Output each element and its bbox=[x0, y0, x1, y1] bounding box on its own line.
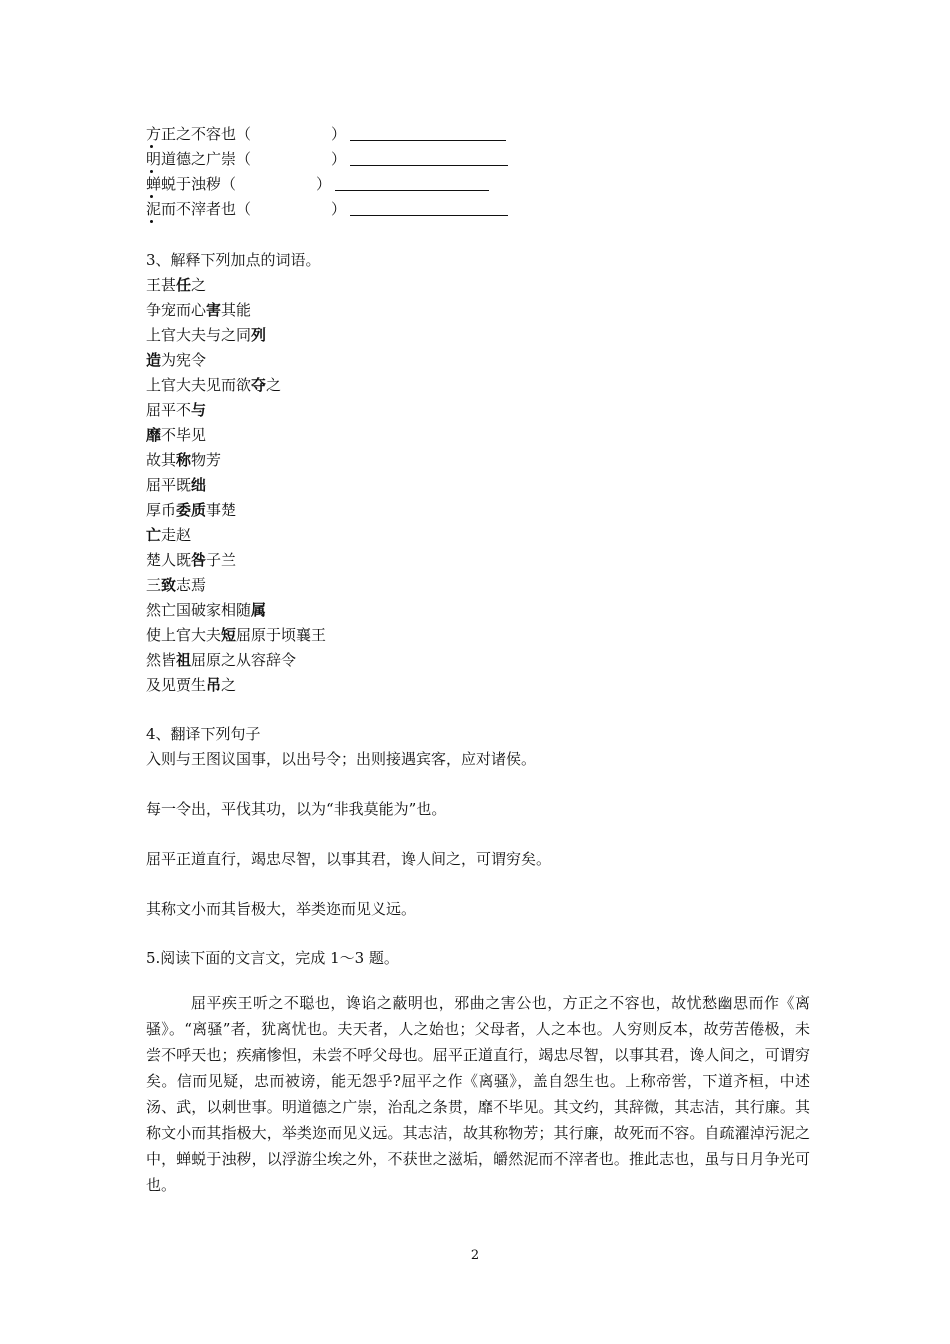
answer-blank[interactable] bbox=[350, 151, 508, 166]
q3-item bbox=[146, 500, 236, 520]
q3-item-text: 物芳 bbox=[191, 451, 222, 469]
dotted-char: 方 bbox=[146, 125, 162, 143]
q3-title: 3、解释下列加点的词语。 bbox=[146, 251, 321, 269]
q3-item-text: 三 bbox=[146, 576, 162, 594]
fill-line-text: 正之不容也（ bbox=[161, 125, 252, 143]
q3-item-text: 子兰 bbox=[206, 551, 237, 569]
q3-item bbox=[146, 325, 266, 345]
fill-line-4: 泥而不滓者也（ ） bbox=[146, 199, 508, 219]
q3-item-text: 志焉 bbox=[176, 576, 207, 594]
q3-key-word: 致 bbox=[161, 576, 177, 594]
q3-item-text: 之 bbox=[191, 276, 207, 294]
q4-sentence-3: 屈平正道直行，竭忠尽智，以事其君，谗人间之，可谓穷矣。 bbox=[146, 850, 552, 868]
q3-item-text: 之 bbox=[266, 376, 282, 394]
page-number: 2 bbox=[470, 1248, 480, 1263]
q3-item-text: 上官大夫见而欲 bbox=[146, 376, 252, 394]
q3-item bbox=[146, 475, 206, 495]
q4-title: 4、翻译下列句子 bbox=[146, 725, 261, 743]
q3-item-text: 厚币 bbox=[146, 501, 177, 519]
q3-item bbox=[146, 450, 221, 470]
q3-item bbox=[146, 300, 251, 320]
q3-item-text: 及见贾生 bbox=[146, 676, 207, 694]
q3-item bbox=[146, 350, 206, 370]
q4-sentence-1: 入则与王图议国事，以出号令；出则接遇宾客，应对诸侯。 bbox=[146, 750, 537, 768]
q3-key-word: 列 bbox=[251, 326, 267, 344]
q3-item-text: 上官大夫与之同 bbox=[146, 326, 252, 344]
q4-sentence-2: 每一令出，平伐其功，以为“非我莫能为”也。 bbox=[146, 800, 447, 818]
fill-line-text: 道德之广崇（ bbox=[161, 150, 252, 168]
q3-item-text: 其能 bbox=[221, 301, 252, 319]
q3-item bbox=[146, 400, 206, 420]
q3-item-text: 争宠而心 bbox=[146, 301, 207, 319]
answer-blank[interactable] bbox=[350, 126, 506, 141]
q3-item-text: 为宪令 bbox=[161, 351, 207, 369]
q3-key-word: 称 bbox=[176, 451, 192, 469]
q3-item-text: 然亡国破家相随 bbox=[146, 601, 252, 619]
fill-line-text: 而不滓者也（ bbox=[161, 200, 252, 218]
q3-item bbox=[146, 525, 191, 545]
q3-item bbox=[146, 650, 296, 670]
dotted-char: 明 bbox=[146, 150, 162, 168]
fill-line-text: 蜕于浊秽（ bbox=[161, 175, 237, 193]
q3-item bbox=[146, 275, 206, 295]
q3-item-text: 屈原之从容辞令 bbox=[191, 651, 297, 669]
q3-key-word: 造 bbox=[146, 351, 162, 369]
q3-item bbox=[146, 675, 236, 695]
q3-key-word: 任 bbox=[176, 276, 192, 294]
fill-line-3: 蝉蜕于浊秽（ ） bbox=[146, 174, 489, 194]
q3-item-text: 王甚 bbox=[146, 276, 177, 294]
q3-item-text: 屈原于顷襄王 bbox=[236, 626, 327, 644]
answer-blank[interactable] bbox=[350, 201, 508, 216]
q3-item-text: 事楚 bbox=[206, 501, 237, 519]
q3-item-text: 不毕见 bbox=[161, 426, 207, 444]
q3-item bbox=[146, 550, 236, 570]
q3-item-text: 然皆 bbox=[146, 651, 177, 669]
q3-item-text: 走赵 bbox=[161, 526, 192, 544]
q3-key-word: 短 bbox=[221, 626, 237, 644]
q5-title: 5.阅读下面的文言文，完成 1～3 题。 bbox=[146, 949, 399, 967]
q3-key-word: 属 bbox=[251, 601, 267, 619]
q3-item bbox=[146, 425, 206, 445]
answer-blank[interactable] bbox=[335, 176, 489, 191]
fill-line-1: 方正之不容也（ ） bbox=[146, 124, 506, 144]
q3-key-word: 靡 bbox=[146, 426, 162, 444]
q3-key-word: 祖 bbox=[176, 651, 192, 669]
q3-item bbox=[146, 625, 326, 645]
fill-line-2: 明道德之广崇（ ） bbox=[146, 149, 508, 169]
q3-item-text: 楚人既 bbox=[146, 551, 192, 569]
q3-item-text: 之 bbox=[221, 676, 237, 694]
q3-key-word: 绌 bbox=[191, 476, 207, 494]
q3-key-word: 夺 bbox=[251, 376, 267, 394]
q3-item-text: 屈平不 bbox=[146, 401, 192, 419]
q4-sentence-4: 其称文小而其旨极大，举类迩而见义远。 bbox=[146, 900, 417, 918]
dotted-char: 泥 bbox=[146, 200, 162, 218]
q3-item-text: 屈平既 bbox=[146, 476, 192, 494]
passage: 屈平疾王听之不聪也，谗谄之蔽明也，邪曲之害公也，方正之不容也，故忧愁幽思而作《离骚》。“离骚”者，犹离忧也。夫天者，人之始也；父母者，人之本也。人穷则反本，故劳苦倦极，未尝不呼天也；疾痛惨怛，未尝不呼父母也。屈平正道直行，竭忠尽智，以事其君，谗人间之，可谓穷矣。信而见疑，忠而被谤，能无怨乎?屈平之作《离骚》，盖自怨生也。上称帝喾，下道齐桓，中述汤、武，以刺世事。明道德之广崇，治乱之条贯，靡不毕见。其文约，其辞微，其志洁，其行廉。其称文小而其指极大，举类迩而见义远。其志洁，故其称物芳；其行廉，故死而不容。自疏濯淖污泥之中，蝉蜕于浊秽，以浮游尘埃之外，不获世之滋垢，皭然泥而不滓者也。推此志也，虽与日月争光可也。 bbox=[146, 994, 810, 1194]
dotted-char: 蝉 bbox=[146, 175, 162, 193]
q3-key-word: 亡 bbox=[146, 526, 162, 544]
q3-item bbox=[146, 575, 206, 595]
q3-item bbox=[146, 375, 281, 395]
q3-key-word: 咎 bbox=[191, 551, 207, 569]
q3-key-word: 委质 bbox=[176, 501, 207, 519]
q3-item-text: 故其 bbox=[146, 451, 177, 469]
q3-key-word: 吊 bbox=[206, 676, 222, 694]
q3-key-word: 与 bbox=[191, 401, 207, 419]
q3-item-text: 使上官大夫 bbox=[146, 626, 222, 644]
q3-item bbox=[146, 600, 266, 620]
q3-key-word: 害 bbox=[206, 301, 222, 319]
